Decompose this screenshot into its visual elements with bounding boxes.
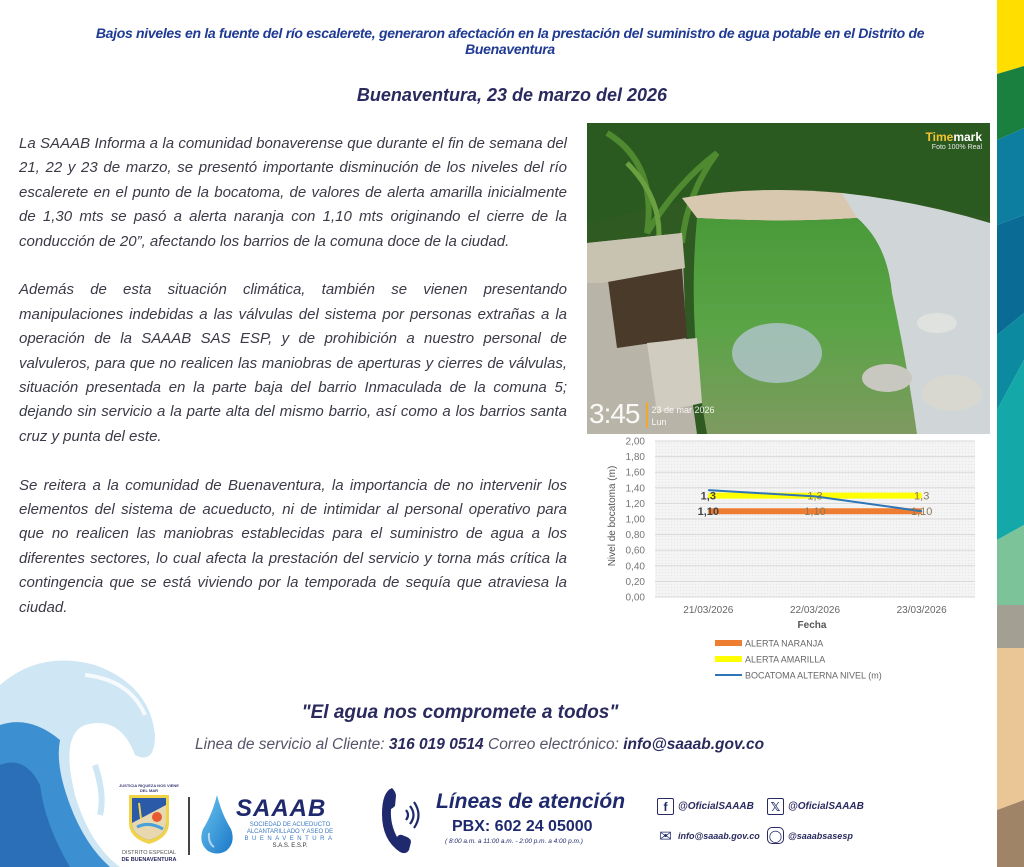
social-email[interactable] [657, 827, 760, 844]
chart-svg [587, 434, 990, 690]
social-instagram[interactable] [767, 827, 853, 844]
social-facebook[interactable] [657, 798, 754, 815]
email-handle: info@saaab.gov.co [678, 830, 760, 841]
saaab-logo [236, 796, 344, 850]
saaab-line3: BUENAVENTURA [244, 836, 336, 842]
x-tick-label: 21/03/2026 [683, 605, 734, 616]
data-label: 1,3 [914, 490, 930, 503]
y-axis-label: Nivel de bocatoma (m) [607, 465, 618, 567]
distrito-line2: DE BUENAVENTURA [121, 857, 177, 863]
data-label: 1,10 [697, 506, 720, 519]
y-tick-label: 1,80 [625, 452, 645, 464]
distrito-shield-icon [127, 793, 171, 845]
y-tick-label: 2,00 [625, 436, 645, 448]
y-tick-label: 0,20 [625, 576, 645, 588]
service-label: Linea de servicio al Cliente: [195, 736, 389, 753]
x-icon: 𝕏 [767, 798, 784, 815]
legend-label: ALERTA AMARILLA [745, 654, 826, 665]
data-label: 1,3 [700, 490, 716, 503]
y-tick-label: 0,00 [625, 592, 645, 604]
saaab-line2: ALCANTARILLADO Y ASEO DE [246, 829, 334, 835]
distrito-line1: DISTRITO ESPECIAL [122, 850, 176, 856]
paragraph-2: Además de esta situación climática, también se vienen presentando manipulaciones indebidas a las válvulas del sistema por personas extrañas a la operación de la SAAAB SAS ESP, y de prohibición a nuestro personal de valvuleros, para que no realicen las maniobras de aperturas y cierres de válvulas, situación presentada en la parte baja del barrio Inmaculada de la comuna 5; dejando sin servicio a la parte alta del mismo barrio, así como a los barrios santa cruz y punta del este. [19, 281, 567, 445]
y-tick-label: 0,80 [625, 530, 645, 542]
y-tick-label: 0,40 [625, 561, 645, 573]
x-tick-label: 23/03/2026 [896, 605, 947, 616]
data-label: 1,10 [910, 506, 933, 519]
y-tick-label: 1,40 [625, 483, 645, 495]
x-tick-label: 22/03/2026 [789, 605, 841, 616]
x-handle: @OficialSAAAB [788, 801, 864, 812]
facebook-icon: f [657, 798, 674, 815]
saaab-wordmark: SAAAB [236, 795, 327, 822]
data-label: 1,3 [807, 490, 823, 503]
timemark-subtitle: Foto 100% Real [931, 144, 982, 151]
saaab-line1: SOCIEDAD DE ACUEDUCTO [249, 822, 331, 828]
y-tick-label: 1,20 [625, 498, 645, 510]
water-level-chart [587, 434, 990, 690]
service-email[interactable]: info@saaab.gov.co [623, 736, 765, 753]
stamp-divider [646, 402, 648, 428]
distrito-logo [115, 783, 183, 867]
email-label: Correo electrónico: [483, 736, 624, 753]
instagram-icon: ◯ [768, 828, 783, 843]
y-tick-label: 1,00 [625, 514, 645, 526]
photo-timestamp [589, 400, 715, 428]
service-hours: ( 8:00 a.m. a 11:00 a.m. - 2:00 p.m. a 4:00 p.m.) [445, 838, 583, 845]
timemark-brand-accent: Time [925, 130, 954, 144]
distrito-motto: JUSTICIA RIQUEZA NOS VIENE DEL MAR [119, 783, 179, 793]
dateline: Buenaventura, 23 de marzo del 2026 [356, 85, 668, 105]
saaab-line4: S.A.S. E.S.P. [272, 843, 308, 849]
phone-icon [378, 784, 426, 856]
service-phone[interactable]: 316 019 0514 [388, 736, 484, 753]
lineas-title: Líneas de atención [436, 790, 626, 813]
legend-label: BOCATOMA ALTERNA NIVEL (m) [745, 670, 882, 681]
x-axis-label: Fecha [797, 620, 827, 631]
stamp-day: Lun [651, 417, 667, 427]
legend-label: ALERTA NARANJA [745, 638, 824, 649]
timemark-watermark [926, 130, 982, 151]
slogan: "El agua nos compromete a todos" [301, 702, 619, 723]
paragraph-1: La SAAAB Informa a la comunidad bonaverense que durante el fin de semana del 21, 22 y 23 de marzo, se presentó importante disminución de los niveles del río escalerete en el punto de la bocatoma, de valores de alerta amarilla inicialmente de 1,30 mts se pasó a alerta naranja con 1,10 mts originando el cierre de la conducción de 20”, afectando los barrios de la comuna doce de la ciudad. [19, 135, 567, 250]
envelope-icon: ✉ [659, 827, 672, 845]
headline: Bajos niveles en la fuente del río escalerete, generaron afectación en la prestación del suministro de agua potable en el Distrito de Buenaventura [95, 25, 925, 57]
data-label: 1,10 [804, 506, 826, 519]
facebook-handle: @OficialSAAAB [678, 801, 754, 812]
logo-divider [188, 797, 190, 855]
service-line [195, 736, 764, 754]
water-drop-icon [198, 793, 236, 855]
y-tick-label: 1,60 [625, 467, 645, 479]
paragraph-3: Se reitera a la comunidad de Buenaventura, la importancia de no intervenir los elementos del sistema de acueducto, ni de intimidar al personal operativo para que no realicen las maniobras establecidas para el suministro de agua a los diferentes sectores, lo cual afecta la prestación del servicio y torna más crítica la contingencia que se está viviendo por la temporada de sequía que atraviesa la ciudad. [19, 476, 567, 616]
social-x[interactable] [767, 798, 864, 815]
pbx-number[interactable]: PBX: 602 24 05000 [452, 818, 593, 835]
decorative-color-strip [997, 0, 1024, 867]
timemark-brand: mark [953, 130, 982, 144]
article-body [19, 132, 567, 620]
instagram-handle: @saaabsasesp [788, 830, 853, 841]
stamp-date: 23 de mar 2026 [651, 405, 715, 415]
river-photo [587, 123, 990, 434]
river-photo-illustration [587, 123, 990, 434]
y-tick-label: 0,60 [625, 545, 645, 557]
stamp-time: 3:45 [589, 398, 640, 429]
